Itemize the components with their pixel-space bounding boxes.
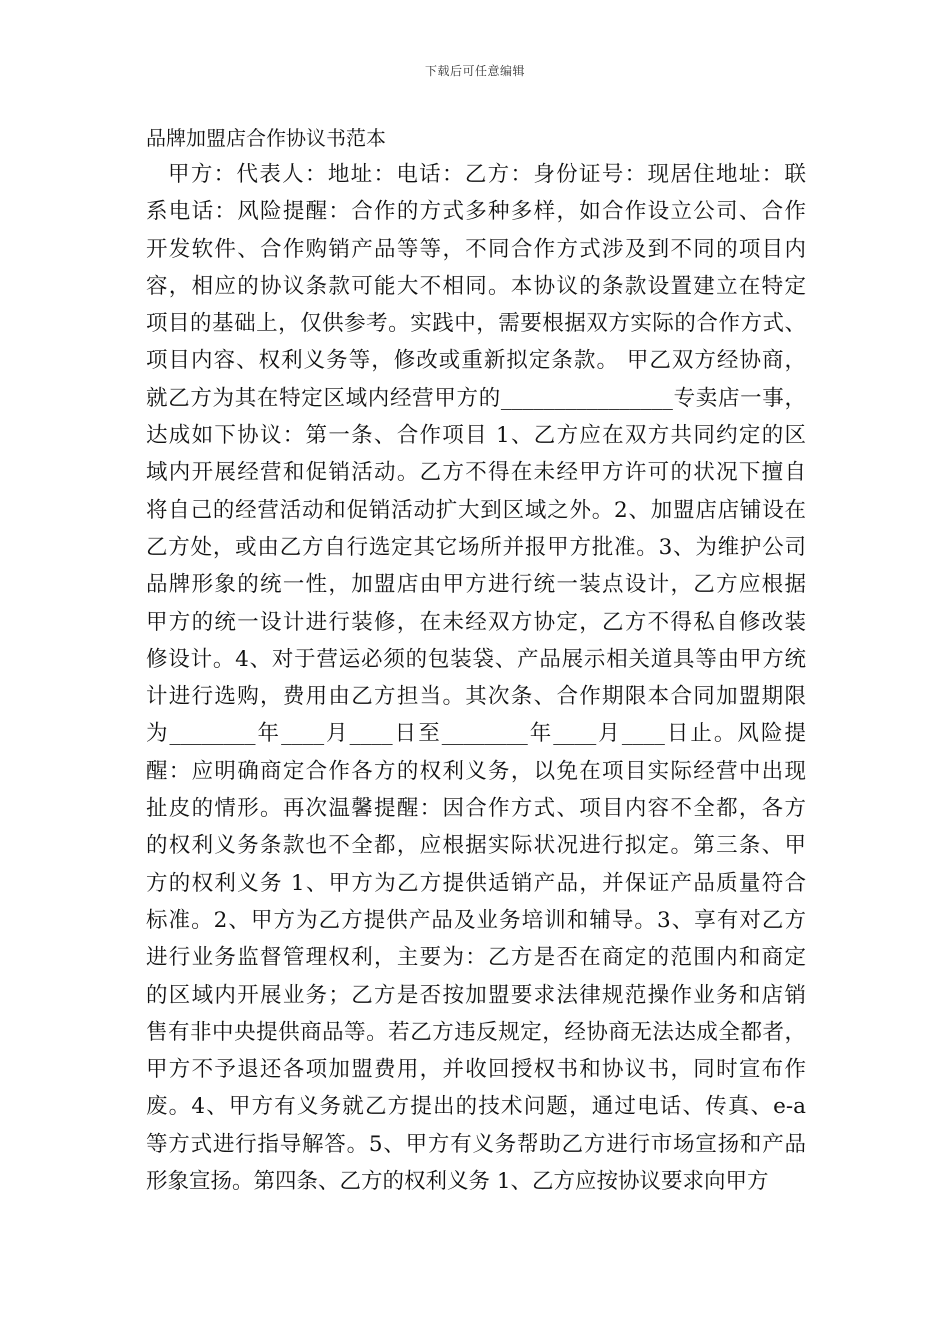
body-line: 容，相应的协议条款可能大不相同。本协议的条款设置建立在特定 bbox=[146, 273, 806, 299]
body-line: 醒：应明确商定合作各方的权利义务，以免在项目实际经营中出现 bbox=[146, 758, 806, 784]
body-line: 达成如下协议：第一条、合作项目 1、乙方应在双方共同约定的区 bbox=[146, 423, 806, 449]
body-line: 扯皮的情形。再次温馨提醒：因合作方式、项目内容不全都，各方 bbox=[146, 796, 806, 822]
body-line: 甲方：代表人：地址：电话：乙方：身份证号：现居住地址：联 bbox=[168, 162, 806, 187]
body-line: 进行业务监督管理权利，主要为：乙方是否在商定的范围内和商定 bbox=[146, 945, 806, 971]
body-line: 开发软件、合作购销产品等等，不同合作方式涉及到不同的项目内 bbox=[146, 236, 806, 262]
body-line: 方的权利义务 1、甲方为乙方提供适销产品，并保证产品质量符合 bbox=[146, 870, 806, 896]
header-note: 下载后可任意编辑 bbox=[424, 64, 525, 78]
body-line: 域内开展经营和促销活动。乙方不得在未经甲方许可的状况下擅自 bbox=[146, 460, 806, 486]
body-line: 计进行选购，费用由乙方担当。其次条、合作期限本合同加盟期限 bbox=[146, 684, 806, 710]
body-line: 为________年____月____日至________年____月____日止。风险提 bbox=[146, 721, 806, 747]
body-line: 系电话：风险提醒：合作的方式多种多样，如合作设立公司、合作 bbox=[146, 199, 806, 225]
body-line: 甲方的统一设计进行装修，在未经双方协定，乙方不得私自修改装 bbox=[146, 609, 806, 635]
body-line: 售有非中央提供商品等。若乙方违反规定，经协商无法达成全都者， bbox=[146, 1019, 806, 1045]
body-line: 就乙方为其在特定区域内经营甲方的________________专卖店一事， bbox=[146, 385, 806, 411]
body-line: 的区域内开展业务；乙方是否按加盟要求法律规范操作业务和店销 bbox=[146, 982, 806, 1008]
body-line: 修设计。4、对于营运必须的包装袋、产品展示相关道具等由甲方统 bbox=[146, 646, 806, 672]
body-line: 废。4、甲方有义务就乙方提出的技术问题，通过电话、传真、e-a bbox=[146, 1094, 806, 1120]
body-line: 项目的基础上，仅供参考。实践中，需要根据双方实际的合作方式、 bbox=[146, 311, 806, 337]
body-line: 品牌形象的统一性，加盟店由甲方进行统一装点设计，乙方应根据 bbox=[146, 572, 806, 598]
body-line: 乙方处，或由乙方自行选定其它场所并报甲方批准。3、为维护公司 bbox=[146, 534, 806, 560]
document-title: 品牌加盟店合作协议书范本 bbox=[146, 126, 386, 150]
body-line: 项目内容、权利义务等，修改或重新拟定条款。 甲乙双方经协商， bbox=[146, 348, 806, 374]
body-line: 的权利义务条款也不全都，应根据实际状况进行拟定。第三条、甲 bbox=[146, 833, 806, 859]
body-line: 等方式进行指导解答。5、甲方有义务帮助乙方进行市场宣扬和产品 bbox=[146, 1131, 806, 1157]
body-line: 甲方不予退还各项加盟费用，并收回授权书和协议书，同时宣布作 bbox=[146, 1057, 806, 1083]
body-line: 形象宣扬。第四条、乙方的权利义务 1、乙方应按协议要求向甲方 bbox=[146, 1169, 769, 1195]
body-line: 标准。2、甲方为乙方提供产品及业务培训和辅导。3、享有对乙方 bbox=[146, 907, 806, 933]
body-line: 将自己的经营活动和促销活动扩大到区域之外。2、加盟店店铺设在 bbox=[146, 497, 806, 523]
document-body bbox=[146, 156, 806, 1200]
